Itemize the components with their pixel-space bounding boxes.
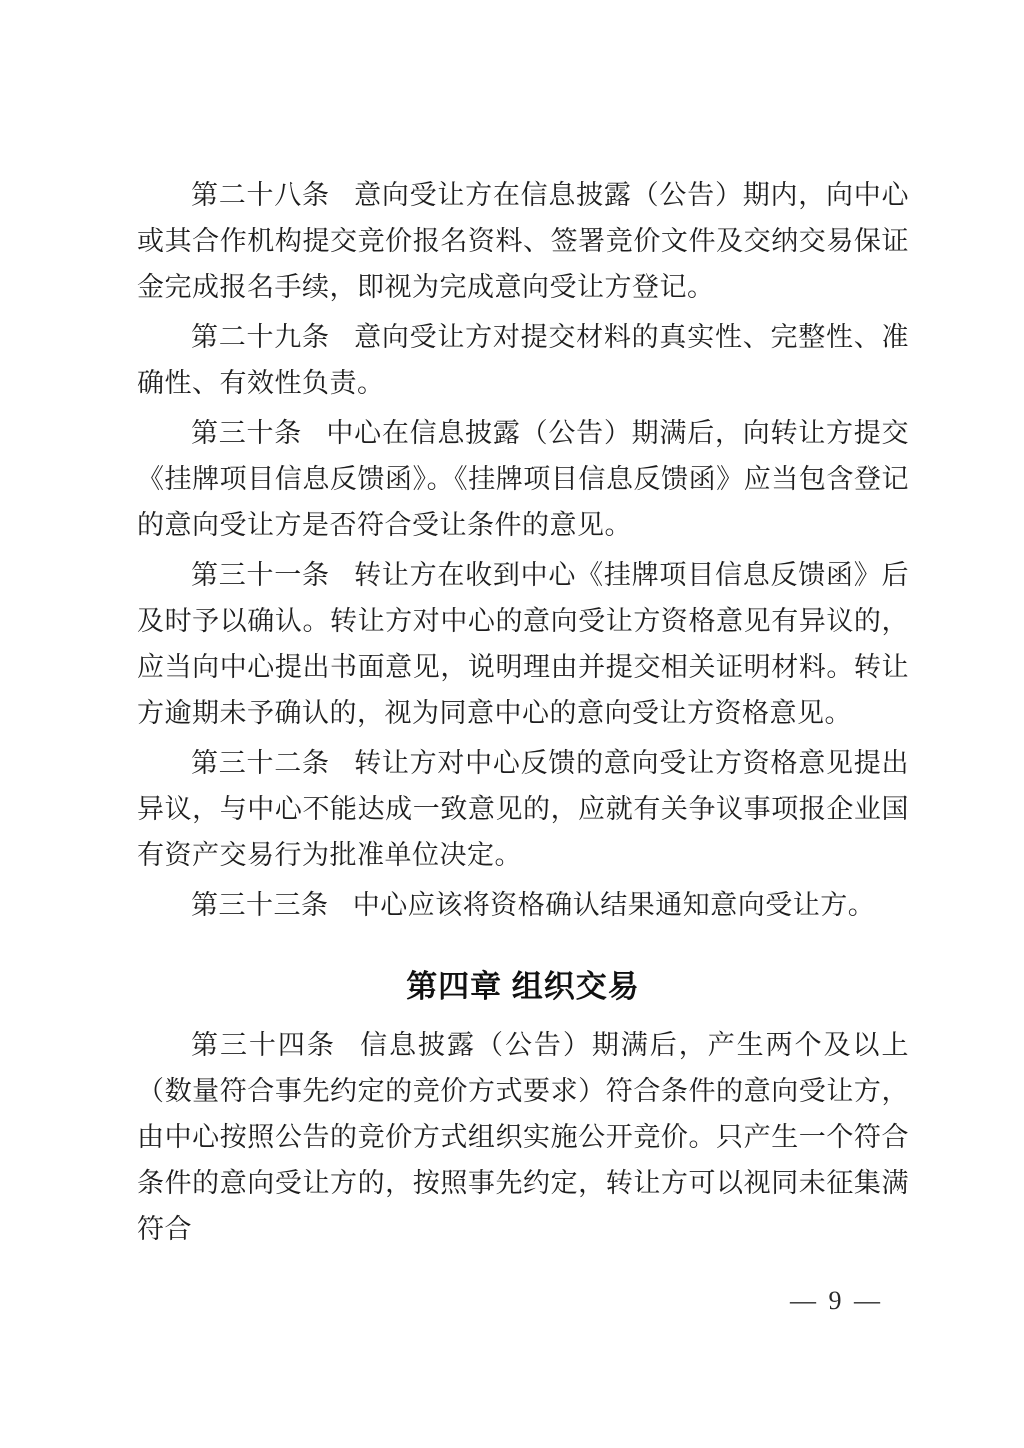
- article-text: 意向受让方在信息披露（公告）期内，向中心或其合作机构提交竞价报名资料、签署竞价文件及交纳交易保证金完成报名手续，即视为完成意向受让方登记。: [137, 180, 910, 302]
- article-number: 第三十三条: [191, 890, 329, 920]
- article-text: 信息披露（公告）期满后，产生两个及以上（数量符合事先约定的竞价方式要求）符合条件的意向受让方，由中心按照公告的竞价方式组织实施公开竞价。只产生一个符合条件的意向受让方的，按照事先约定，转让方可以视同未征集满符合: [137, 1030, 910, 1244]
- article-paragraph-29: [137, 314, 909, 406]
- article-text: 转让方对中心反馈的意向受让方资格意见提出异议，与中心不能达成一致意见的，应就有关争议事项报企业国有资产交易行为批准单位决定。: [137, 748, 910, 870]
- chapter-heading: 第四章 组织交易: [406, 969, 640, 1004]
- article-number: 第三十二条: [191, 748, 330, 778]
- article-paragraph-34: [137, 1022, 909, 1252]
- article-paragraph-30: [137, 410, 909, 548]
- article-number: 第三十四条: [191, 1030, 336, 1060]
- article-paragraph-33: [137, 882, 909, 928]
- article-paragraph-32: [137, 740, 909, 878]
- article-text: 意向受让方对提交材料的真实性、完整性、准确性、有效性负责。: [137, 322, 910, 398]
- article-text: 中心应该将资格确认结果通知意向受让方。: [352, 890, 876, 920]
- article-text: 中心在信息披露（公告）期满后，向转让方提交《挂牌项目信息反馈函》。《挂牌项目信息反馈函》应当包含登记的意向受让方是否符合受让条件的意见。: [137, 418, 910, 540]
- article-paragraph-28: [137, 172, 909, 310]
- article-number: 第二十八条: [191, 180, 330, 210]
- article-number: 第二十九条: [191, 322, 330, 352]
- article-number: 第三十条: [191, 418, 303, 448]
- article-number: 第三十一条: [191, 560, 330, 590]
- page-number: — 9 —: [790, 1286, 883, 1315]
- article-paragraph-31: [137, 552, 909, 736]
- document-body: [137, 172, 909, 1256]
- article-text: 转让方在收到中心《挂牌项目信息反馈函》后及时予以确认。转让方对中心的意向受让方资格意见有异议的，应当向中心提出书面意见，说明理由并提交相关证明材料。转让方逾期未予确认的，视为同意中心的意向受让方资格意见。: [137, 560, 910, 728]
